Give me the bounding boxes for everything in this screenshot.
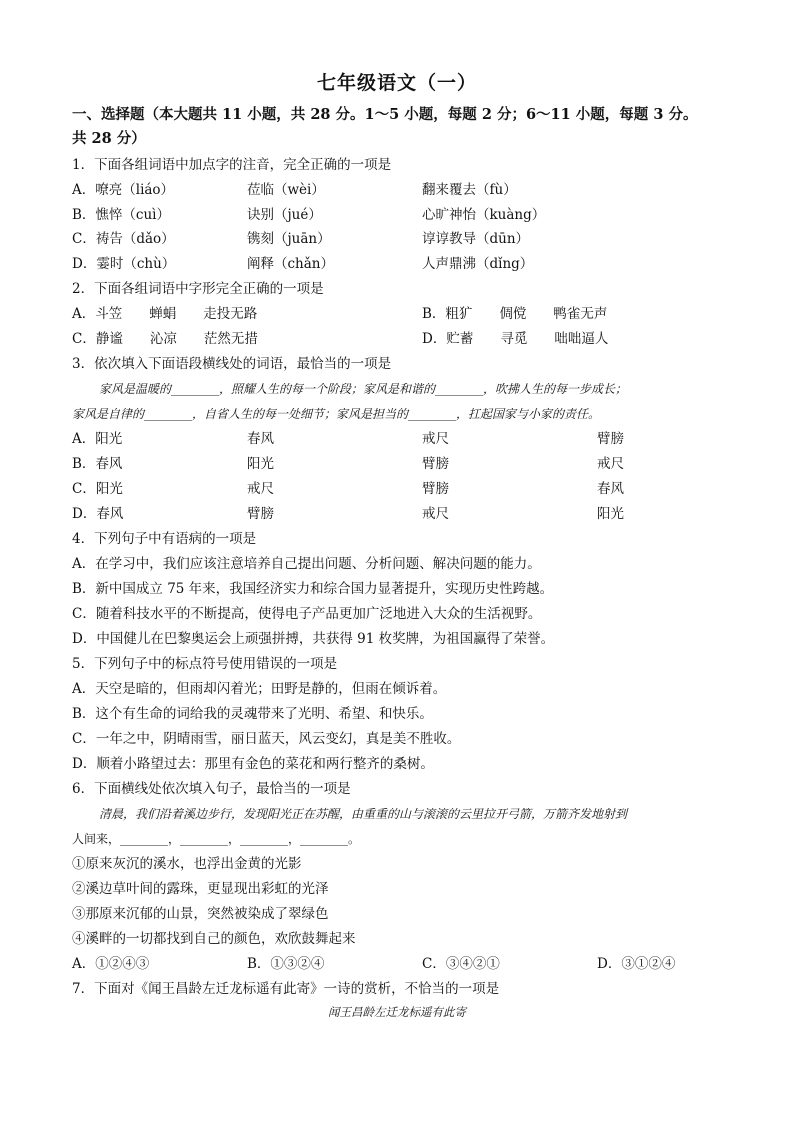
q1-option-b-1: B．憔悴（cuì） <box>72 207 170 223</box>
q5-option-a: A．天空是暗的，但雨却闪着光；田野是静的，但雨在倾诉着。 <box>72 681 447 697</box>
q6-sentence-2: ②溪边草叶间的露珠，更显现出彩虹的光泽 <box>72 881 329 897</box>
q1-option-a-2: 莅临（wèi） <box>247 182 325 198</box>
q3-option-b-1: B．春风 <box>72 456 123 472</box>
q6-passage-line1: 清晨，我们沿着溪边步行，发现阳光正在苏醒，由重重的山与滚滚的云里拉开弓箭，万箭齐发地射到 <box>99 807 628 821</box>
q5-option-c: C．一年之中，阴晴雨雪，丽日蓝天，风云变幻，真是美不胜收。 <box>72 731 461 747</box>
q2-stem: 2．下面各组词语中字形完全正确的一项是 <box>72 281 324 297</box>
q3-option-a-3: 戒尺 <box>422 431 449 447</box>
q3-option-a-2: 春风 <box>247 431 274 447</box>
q3-option-d-1: D．春风 <box>72 506 124 522</box>
q2-option-d: D．贮蓄 寻觅 咄咄逼人 <box>422 331 609 347</box>
q5-stem: 5．下列句子中的标点符号使用错误的一项是 <box>72 656 338 672</box>
q3-option-b-3: 臂膀 <box>422 456 449 472</box>
q1-option-d-2: 阐释（chǎn） <box>247 256 334 272</box>
q3-option-a-1: A．阳光 <box>72 431 123 447</box>
q4-option-a: A．在学习中，我们应该注意培养自己提出问题、分析问题、解决问题的能力。 <box>72 556 541 572</box>
q1-option-d-3: 人声鼎沸（dǐng） <box>422 256 534 272</box>
q3-option-d-2: 臂膀 <box>247 506 274 522</box>
q6-stem: 6．下面横线处依次填入句子，最恰当的一项是 <box>72 781 351 797</box>
section-heading-line1: 一、选择题（本大题共 11 小题，共 28 分。1～5 小题，每题 2 分；6～11 小题，每题 3 分。 <box>72 106 698 123</box>
q1-option-a-3: 翻来覆去（fù） <box>422 182 517 198</box>
q5-option-b: B．这个有生命的词给我的灵魂带来了光明、希望、和快乐。 <box>72 706 433 722</box>
q4-option-c: C．随着科技水平的不断提高，使得电子产品更加广泛地进入大众的生活视野。 <box>72 606 542 622</box>
q1-option-b-2: 诀别（jué） <box>247 207 322 223</box>
q1-option-a-1: A．嘹亮（liáo） <box>72 182 175 198</box>
q3-option-b-2: 阳光 <box>247 456 274 472</box>
q1-option-c-2: 镌刻（juān） <box>247 231 331 247</box>
page-title: 七年级语文（一） <box>316 72 477 94</box>
q1-stem: 1．下面各组词语中加点字的注音，完全正确的一项是 <box>72 157 392 173</box>
q3-stem: 3．依次填入下面语段横线处的词语，最恰当的一项是 <box>72 356 392 372</box>
q6-choice-b: B．①③②④ <box>247 956 325 972</box>
q3-option-c-3: 臂膀 <box>422 481 449 497</box>
q1-option-c-3: 谆谆教导（dūn） <box>422 231 530 247</box>
q4-option-b: B．新中国成立 75 年来，我国经济实力和综合国力显著提升，实现历史性跨越。 <box>72 581 554 597</box>
q6-choice-c: C．③④②① <box>422 956 500 972</box>
q7-stem: 7．下面对《闻王昌龄左迁龙标遥有此寄》一诗的赏析，不恰当的一项是 <box>72 981 500 997</box>
q6-choice-a: A．①②④③ <box>72 956 150 972</box>
q5-option-d: D．顺着小路望过去：那里有金色的菜花和两行整齐的桑树。 <box>72 756 434 772</box>
q3-option-a-4: 臂膀 <box>597 431 624 447</box>
q1-option-d-1: D．霎时（chù） <box>72 256 176 272</box>
poem-title: 闻王昌龄左迁龙标遥有此寄 <box>328 1005 466 1019</box>
q2-option-a: A．斗笠 蝉蜎 走投无路 <box>72 306 258 322</box>
q3-option-c-4: 春风 <box>597 481 624 497</box>
q3-option-b-4: 戒尺 <box>597 456 624 472</box>
q3-option-c-1: C．阳光 <box>72 481 123 497</box>
q1-option-c-1: C．祷告（dǎo） <box>72 231 175 247</box>
q6-sentence-1: ①原来灰沉的溪水，也浮出金黄的光影 <box>72 856 302 872</box>
section-heading-line2: 共 28 分） <box>72 130 146 147</box>
q2-option-b: B．粗犷 倜傥 鸭雀无声 <box>422 306 608 322</box>
q6-sentence-4: ④溪畔的一切都找到自己的颜色，欢欣鼓舞起来 <box>72 931 356 947</box>
q3-passage-line1: 家风是温暖的________，照耀人生的每一个阶段；家风是和谐的________，吹拂人生的每一步成长； <box>99 382 628 396</box>
q3-option-c-2: 戒尺 <box>247 481 274 497</box>
q1-option-b-3: 心旷神怡（kuàng） <box>422 207 546 223</box>
q6-choice-d: D．③①②④ <box>597 956 676 972</box>
q3-option-d-3: 戒尺 <box>422 506 449 522</box>
q3-passage-line2: 家风是自律的________，自省人生的每一处细节；家风是担当的________，扛起国家与小家的责任。 <box>72 407 601 421</box>
q3-option-d-4: 阳光 <box>597 506 624 522</box>
q6-passage-line2: 人间来，________，________，________，________。 <box>72 832 361 846</box>
q4-stem: 4．下列句子中有语病的一项是 <box>72 531 257 547</box>
q4-option-d: D．中国健儿在巴黎奥运会上顽强拼搏，共获得 91 枚奖牌，为祖国赢得了荣誉。 <box>72 631 555 647</box>
q6-sentence-3: ③那原来沉郁的山景，突然被染成了翠绿色 <box>72 906 329 922</box>
q2-option-c: C．静谧 沁凉 茫然无措 <box>72 331 258 347</box>
